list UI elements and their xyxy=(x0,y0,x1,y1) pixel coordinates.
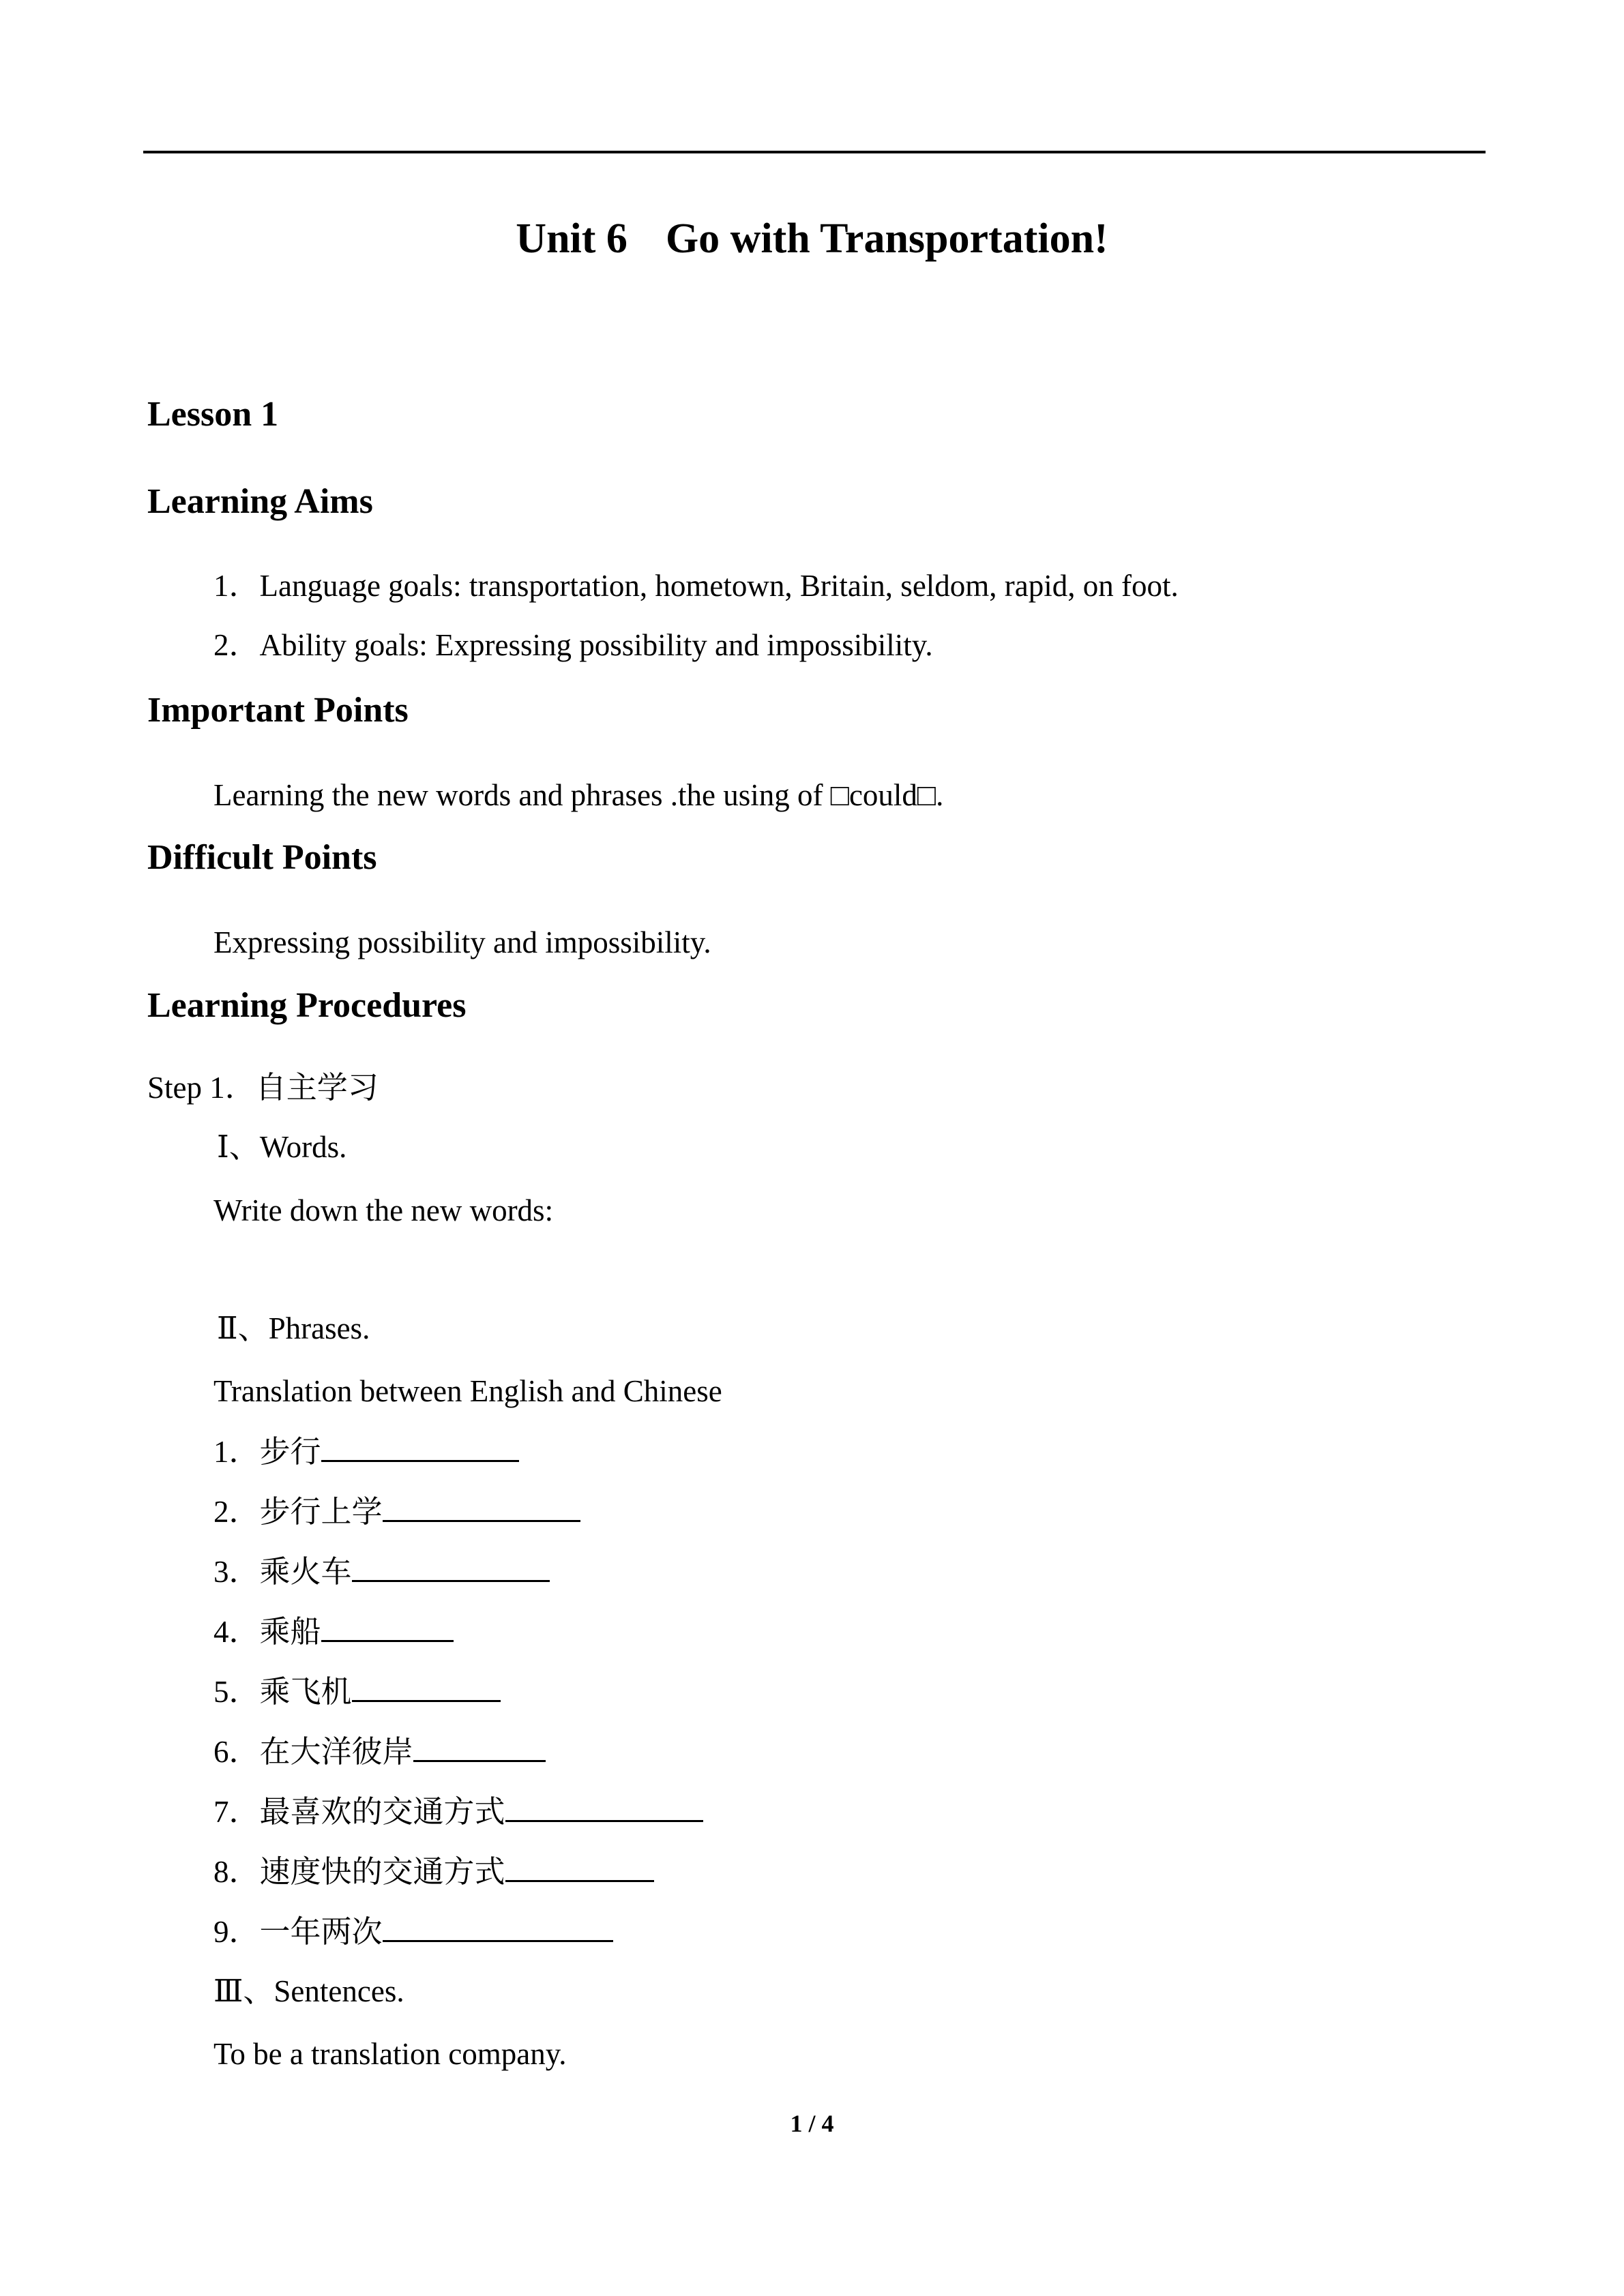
phrase-text: 步行上学 xyxy=(259,1495,383,1529)
phrases-instruction: Translation between English and Chinese xyxy=(213,1374,722,1408)
item-number: 2． xyxy=(213,1495,260,1529)
phrase-item xyxy=(213,1430,519,1472)
item-number: 6． xyxy=(213,1735,260,1769)
answer-blank[interactable] xyxy=(321,1430,519,1462)
phrase-item xyxy=(213,1790,703,1832)
difficult-points-heading: Difficult Points xyxy=(147,838,377,877)
item-number: 3． xyxy=(213,1555,260,1589)
answer-blank[interactable] xyxy=(505,1850,654,1882)
unit-label: Unit 6 xyxy=(516,215,628,262)
phrase-item xyxy=(213,1550,550,1592)
item-number: 2． xyxy=(213,628,260,662)
unit-name: Go with Transportation! xyxy=(665,215,1108,262)
answer-blank[interactable] xyxy=(505,1790,703,1822)
difficult-points-text: Expressing possibility and impossibility. xyxy=(213,925,711,959)
learning-aim-item xyxy=(213,565,1179,606)
phrase-item xyxy=(213,1670,501,1712)
phrase-text: 乘船 xyxy=(259,1615,321,1649)
phrases-label: Ⅱ、Phrases. xyxy=(217,1311,370,1345)
phrase-item xyxy=(213,1730,546,1772)
phrase-text: 步行 xyxy=(259,1435,321,1469)
words-label: Ⅰ、Words. xyxy=(217,1130,347,1164)
sentences-instruction: To be a translation company. xyxy=(213,2037,567,2071)
item-number: 1． xyxy=(213,569,260,603)
phrase-text: 一年两次 xyxy=(259,1915,383,1949)
answer-blank[interactable] xyxy=(352,1550,550,1582)
answer-blank[interactable] xyxy=(413,1730,546,1762)
answer-blank[interactable] xyxy=(352,1670,501,1702)
sentences-label: Ⅲ、Sentences. xyxy=(213,1974,404,2008)
learning-procedures-heading: Learning Procedures xyxy=(147,986,467,1025)
item-number: 5． xyxy=(213,1675,260,1709)
words-instruction: Write down the new words: xyxy=(213,1193,554,1227)
header-rule xyxy=(143,151,1486,153)
item-number: 1． xyxy=(213,1435,260,1469)
phrase-text: 最喜欢的交通方式 xyxy=(259,1795,505,1829)
phrase-text: 在大洋彼岸 xyxy=(259,1735,413,1769)
important-points-heading: Important Points xyxy=(147,691,409,730)
important-points-text: Learning the new words and phrases .the using of □could□. xyxy=(213,778,944,812)
phrase-item xyxy=(213,1850,654,1892)
item-text: Ability goals: Expressing possibility and impossibility. xyxy=(259,628,933,662)
phrase-text: 速度快的交通方式 xyxy=(259,1855,505,1889)
phrase-item xyxy=(213,1610,454,1652)
item-number: 7． xyxy=(213,1795,260,1829)
learning-aims-heading: Learning Aims xyxy=(147,482,373,521)
phrase-item xyxy=(213,1910,613,1952)
phrase-text: 乘飞机 xyxy=(259,1675,352,1709)
step-1-label: Step 1．自主学习 xyxy=(147,1071,379,1105)
answer-blank[interactable] xyxy=(383,1490,580,1522)
phrase-item xyxy=(213,1490,580,1532)
answer-blank[interactable] xyxy=(383,1910,613,1942)
lesson-heading: Lesson 1 xyxy=(147,395,279,434)
phrase-text: 乘火车 xyxy=(259,1555,352,1589)
page-title xyxy=(0,211,1624,266)
page-number: 1 / 4 xyxy=(790,2110,834,2137)
item-number: 8． xyxy=(213,1855,260,1889)
item-number: 4． xyxy=(213,1615,260,1649)
item-number: 9． xyxy=(213,1915,260,1949)
learning-aim-item xyxy=(213,625,933,666)
answer-blank[interactable] xyxy=(321,1610,454,1642)
item-text: Language goals: transportation, hometown, Britain, seldom, rapid, on foot. xyxy=(259,569,1179,603)
